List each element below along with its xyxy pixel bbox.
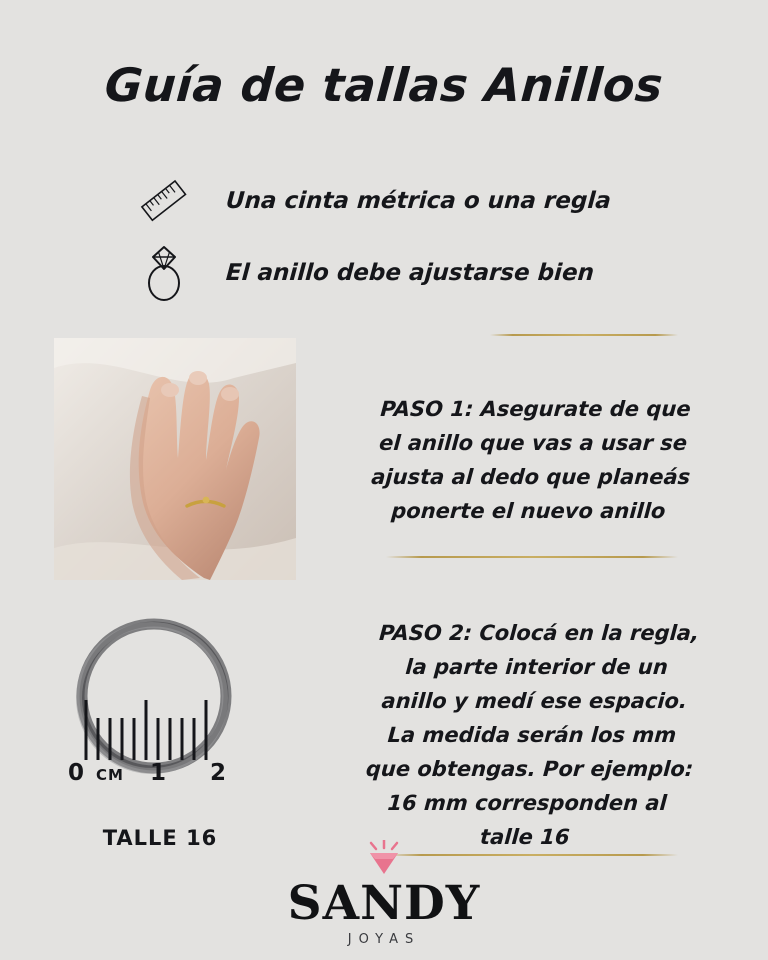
- step-2-text: PASO 2: Colocá en la regla, la parte interior de un anillo y medí ese espacio. La medida serán los mm que obtengas. Por ejemplo: 16 mm corresponden al talle 16: [365, 621, 700, 849]
- requirement-item-ruler: [128, 168, 708, 234]
- hand-with-ring-photo: [54, 338, 296, 580]
- requirement-label-ring: El anillo debe ajustarse bien: [225, 260, 595, 286]
- ruler-tick-1: 1: [150, 760, 167, 786]
- size-result-label: TALLE 16: [102, 826, 218, 850]
- ruler-unit-label: CM: [96, 766, 124, 784]
- requirement-item-ring: [128, 240, 708, 306]
- ruler-icon: [128, 168, 200, 234]
- brand-logo: [0, 840, 768, 947]
- ring-ruler-illustration: [42, 600, 322, 830]
- page-title: Guía de tallas Anillos: [103, 58, 665, 112]
- divider-top: [490, 334, 678, 336]
- ring-outline: [79, 624, 226, 771]
- ruler-tick-0: 0: [68, 760, 85, 786]
- divider-middle: [386, 556, 678, 558]
- diamond-icon: [362, 840, 406, 876]
- ring-diamond-icon: [128, 240, 200, 306]
- brand-name: SANDY: [287, 876, 481, 931]
- requirement-label-ruler: Una cinta métrica o una regla: [225, 188, 612, 214]
- brand-subtitle: JOYAS: [347, 932, 421, 947]
- ruler-tick-2: 2: [210, 760, 227, 786]
- step-1-text: PASO 1: Asegurate de que el anillo que vas a usar se ajusta al dedo que planeás ponerte el nuevo anillo: [370, 397, 692, 523]
